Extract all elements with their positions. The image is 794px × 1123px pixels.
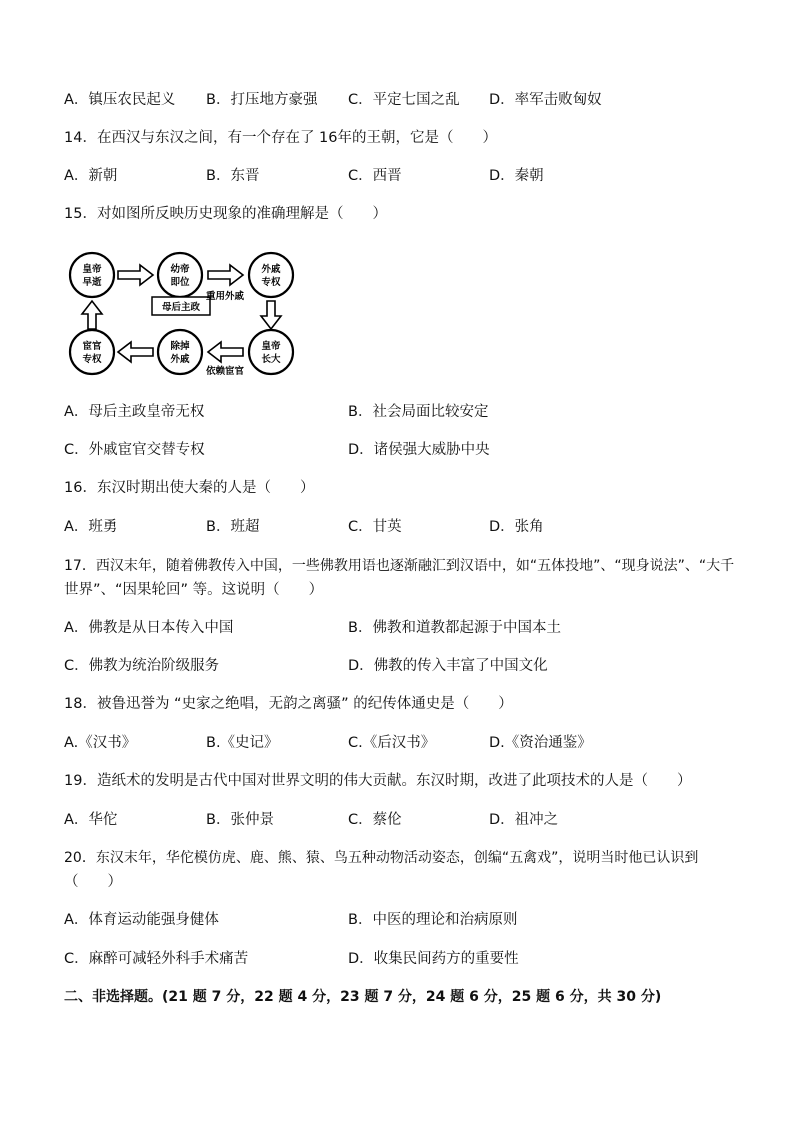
q20-stem-line2: （ ）: [64, 874, 122, 890]
q14-stem: 14．在西汉与东汉之间，有一个存在了 16年的王朝，它是（ ）: [64, 130, 498, 146]
n2a: 幼帝: [170, 264, 190, 275]
n3b: 专权: [261, 277, 281, 288]
node-child-emperor: [158, 253, 202, 297]
q15-option-b: B．社会局面比较安定: [348, 404, 489, 420]
arrow-left-2: [118, 342, 153, 362]
n1a: 皇帝: [82, 264, 102, 275]
q20-option-c: C．麻醉可减轻外科手术痛苦: [64, 951, 249, 967]
q14-option-d: D．秦朝: [489, 168, 544, 184]
n4b: 长大: [261, 354, 281, 365]
q17-stem-line2: 世界”、“因果轮回” 等。这说明（ ）: [64, 582, 324, 598]
q20-option-a: A．体育运动能强身健体: [64, 912, 219, 928]
q18-stem: 18．被鲁迅誉为 “史家之绝唱，无韵之离骚” 的纪传体通史是（ ）: [64, 696, 513, 712]
q16-option-c: C．甘英: [348, 519, 402, 535]
node-emperor-early-death: [70, 253, 114, 297]
q15-option-d: D．诸侯强大威胁中央: [348, 442, 490, 458]
q18-option-d: D.《资治通鉴》: [489, 735, 592, 751]
q15-option-c: C．外戚宦官交替专权: [64, 442, 205, 458]
q18-option-a: A.《汉书》: [64, 735, 137, 751]
q13-option-b: B．打压地方豪强: [206, 92, 318, 108]
section-2-heading: 二、非选择题。(21 题 7 分，22 题 4 分，23 题 7 分，24 题 6 分，25 题 6 分，共 30 分): [64, 989, 662, 1005]
node-remove-consorts: [158, 330, 202, 374]
n6b: 专权: [82, 354, 102, 365]
q14-option-a: A．新朝: [64, 168, 118, 184]
q17-stem-line1: 17．西汉末年，随着佛教传入中国，一些佛教用语也逐渐融汇到汉语中，如“五体投地”、“现身说法”、“大千: [64, 558, 735, 574]
q15-stem: 15．对如图所反映历史现象的准确理解是（ ）: [64, 206, 387, 222]
q16-option-d: D．张角: [489, 519, 544, 535]
box-label: 母后主政: [161, 302, 201, 313]
q20-option-d: D．收集民间药方的重要性: [348, 951, 519, 967]
node-emperor-grown: [249, 330, 293, 374]
q17-option-c: C．佛教为统治阶级服务: [64, 658, 220, 674]
n5b: 外戚: [170, 354, 190, 365]
arrow-left-1: [208, 342, 243, 362]
q14-option-c: C．西晋: [348, 168, 402, 184]
q19-option-b: B．张仲景: [206, 812, 274, 828]
q15-cycle-diagram: [60, 244, 310, 384]
q19-option-d: D．祖冲之: [489, 812, 559, 828]
q13-option-d: D．率军击败匈奴: [489, 92, 602, 108]
q18-option-b: B.《史记》: [206, 735, 279, 751]
n2b: 即位: [170, 277, 190, 288]
n6a: 宦官: [82, 341, 102, 352]
q16-stem: 16．东汉时期出使大秦的人是（ ）: [64, 480, 315, 496]
n1b: 早逝: [82, 277, 102, 288]
arrow-down: [261, 301, 281, 329]
q15-option-a: A．母后主政皇帝无权: [64, 404, 205, 420]
q17-option-b: B．佛教和道教都起源于中国本土: [348, 620, 561, 636]
q13-option-c: C．平定七国之乱: [348, 92, 460, 108]
q20-stem-line1: 20．东汉末年，华佗模仿虎、鹿、熊、猿、鸟五种动物活动姿态，创编“五禽戏”，说明当时他已认识到: [64, 850, 699, 866]
n4a: 皇帝: [261, 341, 281, 352]
n3a: 外戚: [261, 264, 281, 275]
q19-option-a: A．华佗: [64, 812, 118, 828]
q13-option-a: A．镇压农民起义: [64, 92, 176, 108]
q17-option-a: A．佛教是从日本传入中国: [64, 620, 234, 636]
node-consort-power: [249, 253, 293, 297]
q19-option-c: C．蔡伦: [348, 812, 402, 828]
q14-option-b: B．东晋: [206, 168, 260, 184]
q19-stem: 19．造纸术的发明是古代中国对世界文明的伟大贡献。东汉时期，改进了此项技术的人是（ ）: [64, 773, 692, 789]
q16-option-b: B．班超: [206, 519, 260, 535]
arrow-right-1: [118, 265, 153, 285]
q16-option-a: A．班勇: [64, 519, 118, 535]
node-eunuch-power: [70, 330, 114, 374]
q17-option-d: D．佛教的传入丰富了中国文化: [348, 658, 548, 674]
label-top: 重用外戚: [205, 291, 245, 302]
label-bottom: 依赖宦官: [205, 366, 245, 377]
q18-option-c: C.《后汉书》: [348, 735, 436, 751]
arrow-up: [82, 301, 102, 329]
n5a: 除掉: [170, 341, 190, 352]
arrow-right-2: [208, 265, 243, 285]
q20-option-b: B．中医的理论和治病原则: [348, 912, 518, 928]
